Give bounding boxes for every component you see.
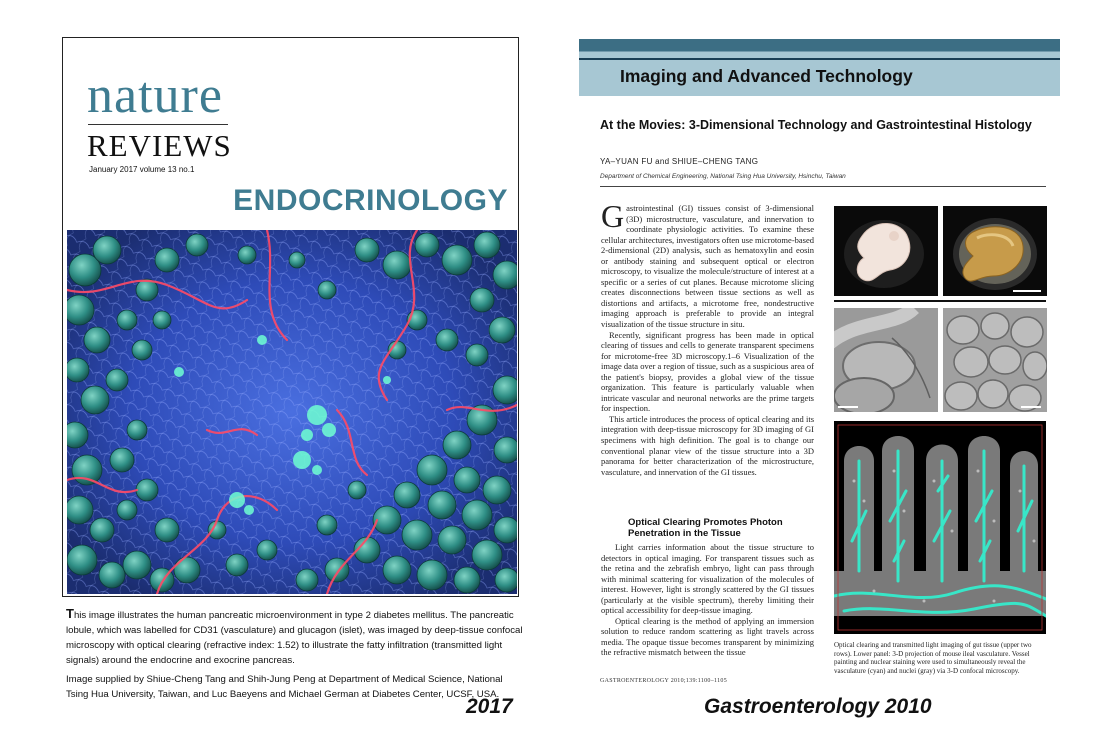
caption-text: his image illustrates the human pancreatic microenvironment in type 2 diabetes mellitus. The pancreatic lobule, which was labelled for CD31 (vasculature) and glucagon (islet), was imaged by deep-tissue confocal microscopy with optical clearing (refractive index: 1.52) to illustrate the fatty infiltration (transmitted light signals) around the endocrine and exocrine pancreas. bbox=[66, 610, 523, 666]
figure-panel-transmitted-light-2 bbox=[943, 308, 1047, 412]
nature-logo: nature bbox=[87, 67, 223, 124]
paragraph-5: Optical clearing is the method of applying an immersion solution to reduce random scattering as light travels across media. The opaque tissue becomes transparent by minimizing the refractive mismatch between the tissue bbox=[601, 615, 814, 658]
article-dropcap: G bbox=[601, 198, 625, 234]
article-title: At the Movies: 3-Dimensional Technology and Gastrointestinal Histology bbox=[600, 118, 1032, 132]
reviews-logo: REVIEWS bbox=[87, 128, 232, 163]
paragraph-1-text: astrointestinal (GI) tissues consist of 3-dimensional (3D) microstructure, vasculature, and innervation to coordinate physiologic activities. To examine these cellular architectures, investigators often use microtome-based 2-dimensional (2D) analysis, such as hematoxylin and eosin or antibody staining and subsequent optical or electron microscopy, to visualize the molecule/structure of interest at a specific or a series of cut planes. Because microtome slicing creates disconnections between tissue sections as well as distortions and artifacts, a microtome free, nondestructive imaging approach is preferable to provide an integral visualization of the tissue structure in situ. bbox=[601, 203, 814, 330]
paragraph-2: Recently, significant progress has been made in optical clearing of tissues and cells to generate transparent specimens for microtome-free 3D microscopy.1–6 Visualization of the image data over a region of tissue, such as a suspicious area of the patient's biopsy, provides a global view of the tissue organization. This feature is particularly valuable when intricate vascular and neuronal networks are the prime targets for inspection. bbox=[601, 329, 814, 414]
banner-divider bbox=[579, 58, 1060, 60]
paragraph-1 bbox=[601, 198, 814, 330]
figure-panel-3d-vasculature bbox=[834, 421, 1046, 634]
figure-caption: Optical clearing and transmitted light imaging of gut tissue (upper two rows). Lower panel: 3-D projection of mouse ileal vasculature. Vessel painting and nuclear staining were used to simultaneously reveal the vasculature (cyan) and nuclei (gray) via 3-D confocal microscopy. bbox=[834, 641, 1032, 675]
figure-panel-cleared-gut bbox=[943, 206, 1047, 296]
figure-panel-transmitted-light-1 bbox=[834, 308, 938, 412]
cover-caption-credit: Image supplied by Shiue-Cheng Tang and Shih-Jung Peng at Department of Medical Science, National Tsing Hua University, Taiwan, and Luc Baeyens and Michael German at Diabetes Center, UCSF, USA. bbox=[66, 674, 503, 700]
journal-cover bbox=[62, 37, 519, 597]
issue-date: January 2017 volume 13 no.1 bbox=[89, 165, 195, 174]
article-year-label: Gastroenterology 2010 bbox=[704, 695, 932, 718]
article-body-section bbox=[601, 542, 814, 658]
article-body bbox=[601, 198, 814, 477]
article-authors: YA–YUAN FU and SHIUE–CHENG TANG bbox=[600, 157, 759, 166]
paragraph-3: This article introduces the process of optical clearing and its integration with deep-tissue microscopy for 3D imaging of GI specimens with high definition. The goal is to change our conventional planar view of the tissue structure into a 3D panorama for better characterization of the microstructure, vasculature, and innervation of the GI tissues. bbox=[601, 413, 814, 477]
cover-micrograph bbox=[67, 230, 517, 594]
cover-year-label: 2017 bbox=[466, 695, 513, 718]
caption-dropcap: T bbox=[66, 606, 74, 621]
title-divider bbox=[600, 186, 1046, 187]
paragraph-4: Light carries information about the tissue structure to detectors in optical imaging. For transparent tissues such as the retina and the zebrafish embryo, light can pass through with minimal scattering for visualization of the molecules of interest. However, light is strongly scattered by the GI tissues (particularly at the visible spectrum), thereby limiting their optical accessibility for deep-tissue imaging. bbox=[601, 542, 814, 616]
cover-caption-description bbox=[66, 606, 526, 668]
section-heading: Optical Clearing Promotes Photon Penetration in the Tissue bbox=[628, 517, 783, 539]
figure-panel-embryo bbox=[834, 206, 938, 296]
section-banner-title: Imaging and Advanced Technology bbox=[620, 66, 913, 86]
cover-caption bbox=[66, 606, 526, 706]
journal-citation: GASTROENTEROLOGY 2010;139:1100–1105 bbox=[600, 678, 727, 684]
logo-divider bbox=[88, 124, 228, 125]
article-affiliation: Department of Chemical Engineering, National Tsing Hua University, Hsinchu, Taiwan bbox=[600, 173, 846, 180]
figure-divider bbox=[834, 300, 1046, 302]
journal-title: ENDOCRINOLOGY bbox=[233, 184, 508, 217]
